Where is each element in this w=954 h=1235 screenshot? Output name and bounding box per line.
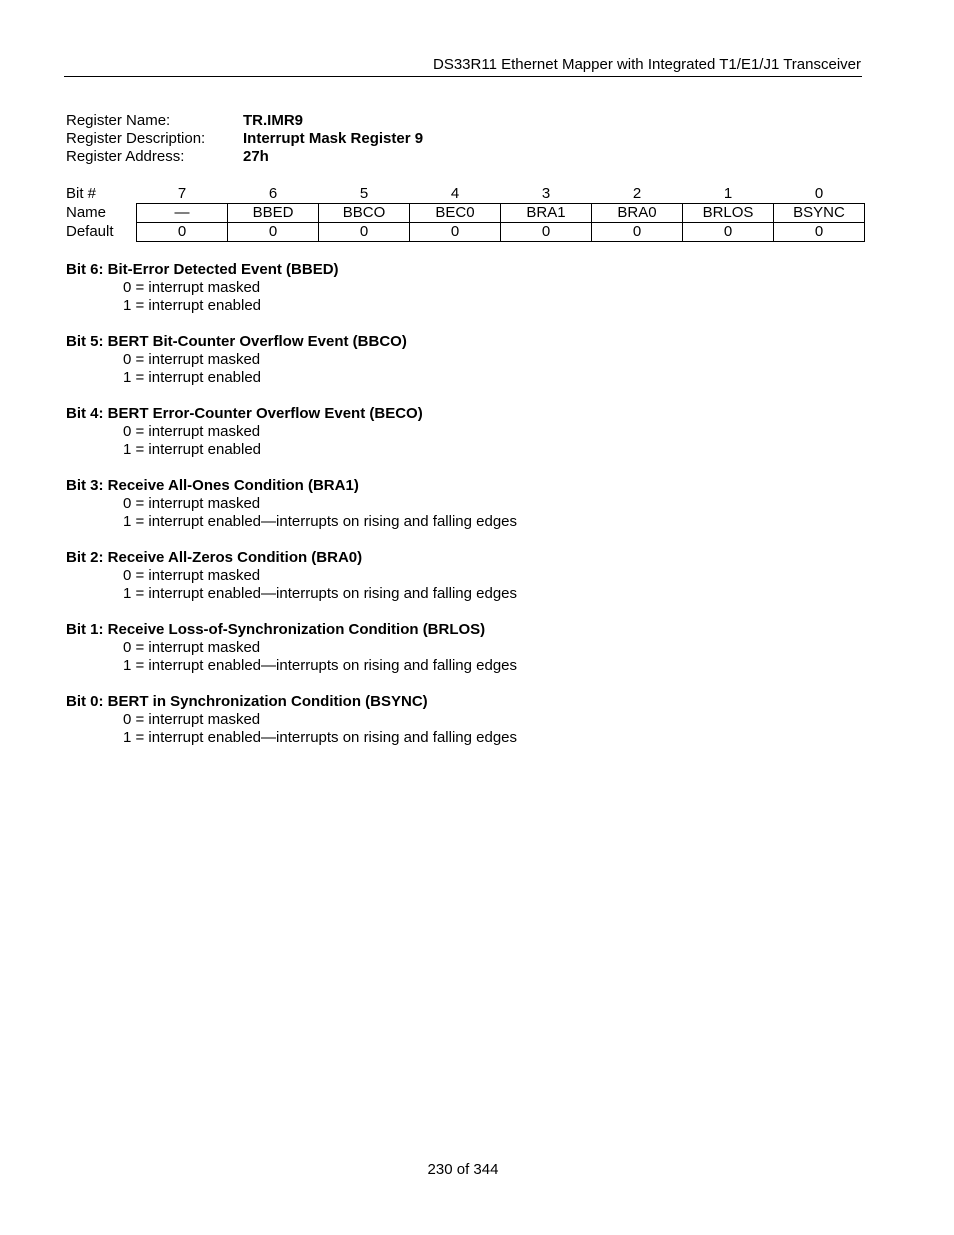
bit-section-bra0 — [66, 549, 886, 603]
bit-default-cell: 0 — [137, 223, 228, 242]
bit-default-cell: 0 — [683, 223, 774, 242]
bit-default-cell: 0 — [410, 223, 501, 242]
bit-descriptions — [66, 261, 886, 765]
bit-name-label: Name — [66, 204, 107, 221]
bit-number-cell: 7 — [177, 185, 187, 202]
bit-name-cell: BRA1 — [501, 204, 592, 223]
bit-default-row — [64, 223, 865, 242]
bit-section-beco — [66, 405, 886, 459]
bit-number-cell: 2 — [632, 185, 642, 202]
bit-number-row — [64, 185, 865, 204]
register-description-label: Register Description: — [66, 130, 206, 147]
section-line: 1 = interrupt enabled—interrupts on rising and falling edges — [123, 657, 517, 674]
section-line: 0 = interrupt masked — [123, 639, 261, 656]
register-name-row — [66, 112, 423, 130]
section-line: 0 = interrupt masked — [123, 423, 261, 440]
section-line: 1 = interrupt enabled — [123, 369, 262, 386]
section-title: Bit 4: BERT Error-Counter Overflow Event (BECO) — [66, 405, 423, 422]
section-line: 1 = interrupt enabled — [123, 297, 262, 314]
bit-default-cell: 0 — [228, 223, 319, 242]
bit-section-bbco — [66, 333, 886, 387]
register-info — [66, 112, 423, 166]
section-title: Bit 3: Receive All-Ones Condition (BRA1) — [66, 477, 359, 494]
section-line: 0 = interrupt masked — [123, 351, 261, 368]
section-line: 1 = interrupt enabled—interrupts on rising and falling edges — [123, 585, 517, 602]
register-description-row — [66, 130, 423, 148]
bit-default-cell: 0 — [592, 223, 683, 242]
header-divider — [64, 76, 862, 77]
section-title: Bit 1: Receive Loss-of-Synchronization Condition (BRLOS) — [66, 621, 486, 638]
section-title: Bit 2: Receive All-Zeros Condition (BRA0) — [66, 549, 363, 566]
section-line: 1 = interrupt enabled — [123, 441, 262, 458]
section-line: 0 = interrupt masked — [123, 711, 261, 728]
bit-section-bra1 — [66, 477, 886, 531]
bit-default-cell: 0 — [319, 223, 410, 242]
bit-name-cell: BBCO — [319, 204, 410, 223]
section-title: Bit 6: Bit-Error Detected Event (BBED) — [66, 261, 339, 278]
section-title: Bit 0: BERT in Synchronization Condition (BSYNC) — [66, 693, 428, 710]
bit-number-cell: 3 — [541, 185, 551, 202]
bit-name-cell: BRLOS — [683, 204, 774, 223]
register-description-value: Interrupt Mask Register 9 — [243, 130, 424, 147]
page-number: 230 of 344 — [427, 1161, 499, 1178]
register-address-value: 27h — [243, 148, 269, 165]
section-line: 1 = interrupt enabled—interrupts on rising and falling edges — [123, 513, 517, 530]
register-address-label: Register Address: — [66, 148, 185, 165]
bit-section-bbed — [66, 261, 886, 315]
bit-name-cell: BBED — [228, 204, 319, 223]
section-line: 0 = interrupt masked — [123, 495, 261, 512]
register-name-label: Register Name: — [66, 112, 171, 129]
bit-section-brlos — [66, 621, 886, 675]
bit-default-cell: 0 — [774, 223, 865, 242]
bit-name-row — [64, 204, 865, 223]
register-address-row — [66, 148, 423, 166]
register-bit-table — [64, 185, 865, 242]
bit-name-cell: BSYNC — [774, 204, 865, 223]
bit-number-cell: 1 — [723, 185, 733, 202]
bit-default-cell: 0 — [501, 223, 592, 242]
section-line: 1 = interrupt enabled—interrupts on rising and falling edges — [123, 729, 517, 746]
bit-name-cell: — — [137, 204, 228, 223]
section-line: 0 = interrupt masked — [123, 567, 261, 584]
bit-section-bsync — [66, 693, 886, 747]
register-name-value: TR.IMR9 — [243, 112, 303, 129]
bit-number-cell: 4 — [450, 185, 460, 202]
bit-name-cell: BRA0 — [592, 204, 683, 223]
section-line: 0 = interrupt masked — [123, 279, 261, 296]
bit-default-label: Default — [66, 223, 114, 240]
bit-number-cell: 0 — [814, 185, 824, 202]
bit-name-cell: BEC0 — [410, 204, 501, 223]
bit-number-cell: 5 — [359, 185, 369, 202]
document-header-title: DS33R11 Ethernet Mapper with Integrated T1/E1/J1 Transceiver — [432, 56, 861, 73]
bit-number-cell: 6 — [268, 185, 278, 202]
bit-number-label: Bit # — [66, 185, 97, 203]
section-title: Bit 5: BERT Bit-Counter Overflow Event (BBCO) — [66, 333, 407, 350]
